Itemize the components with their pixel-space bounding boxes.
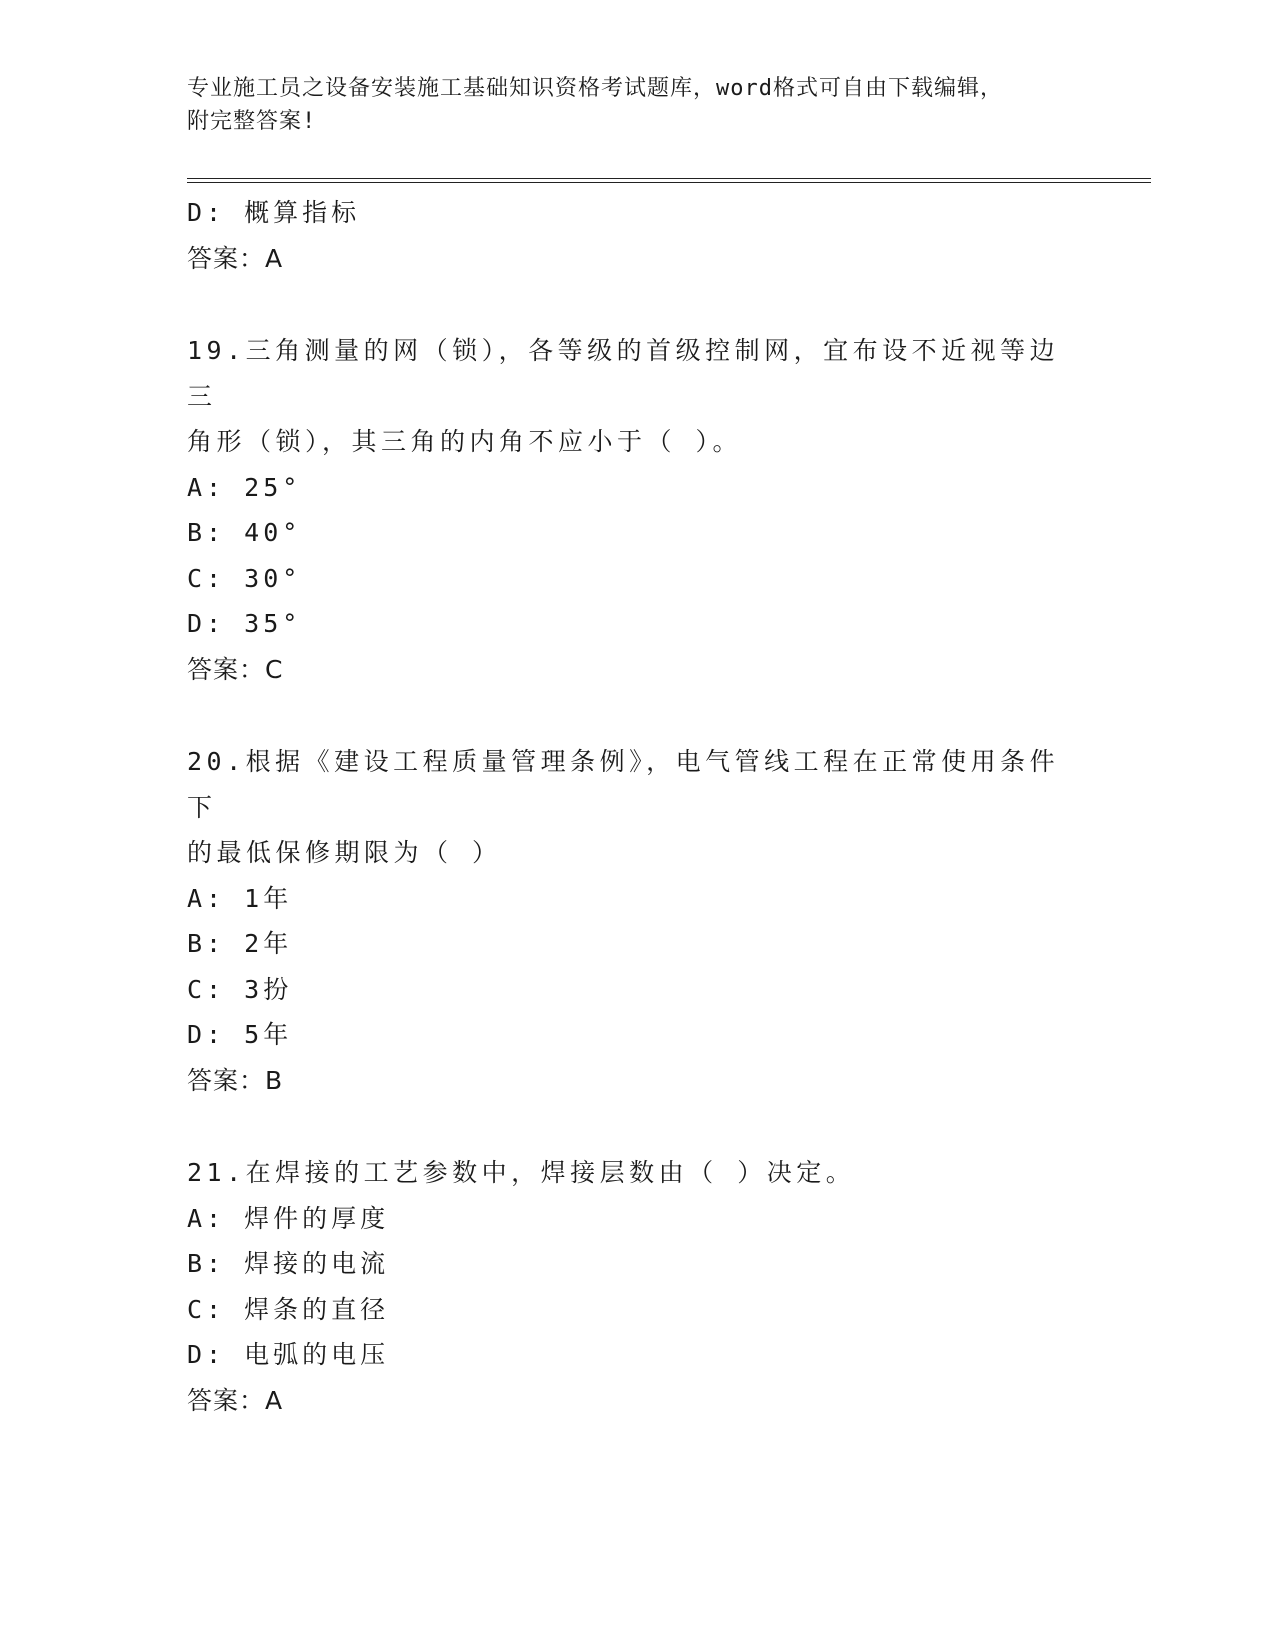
question-20-option-c: C: 3扮: [187, 974, 293, 1004]
question-19-stem-line-2: 角形（锁），其三角的内角不应小于（ ）。: [187, 427, 743, 456]
question-20-option-d: D: 5年: [187, 1020, 293, 1049]
document-body: [187, 190, 1087, 1423]
question-20-answer: 答案：B: [187, 1065, 284, 1095]
prev-option-d: D: 概算指标: [187, 198, 361, 227]
question-19: [187, 328, 1087, 692]
header-divider: [187, 178, 1151, 183]
question-21-option-d: D: 电弧的电压: [187, 1340, 390, 1369]
question-19-answer: 答案：C: [187, 654, 284, 684]
question-20-stem-line-1: 20.根据《建设工程质量管理条例》，电气管线工程在正常使用条件下: [187, 747, 1060, 822]
prev-answer: 答案：A: [187, 243, 284, 273]
question-21-option-b: B: 焊接的电流: [187, 1249, 390, 1278]
question-19-option-c: C: 30°: [187, 563, 302, 593]
question-19-option-d: D: 35°: [187, 609, 302, 638]
question-21-answer: 答案：A: [187, 1385, 284, 1415]
question-21: [187, 1150, 1087, 1423]
question-20-option-b: B: 2年: [187, 929, 293, 958]
question-19-option-b: B: 40°: [187, 518, 302, 547]
question-19-stem-line-1: 19.三角测量的网（锁），各等级的首级控制网，宜布设不近视等边三: [187, 336, 1060, 411]
question-20-stem-line-2: 的最低保修期限为（ ）: [187, 838, 502, 867]
document-header: [187, 72, 1067, 138]
spacer: [187, 692, 1087, 739]
question-20-option-a: A: 1年: [187, 883, 293, 913]
question-21-stem-line-1: 21.在焊接的工艺参数中，焊接层数由（ ）决定。: [187, 1158, 856, 1187]
spacer: [187, 281, 1087, 328]
question-20: [187, 739, 1087, 1103]
spacer: [187, 1103, 1087, 1150]
question-21-option-a: A: 焊件的厚度: [187, 1203, 390, 1233]
header-line-1: 专业施工员之设备安装施工基础知识资格考试题库，word格式可自由下载编辑，: [187, 76, 1003, 101]
question-21-option-c: C: 焊条的直径: [187, 1294, 390, 1324]
header-line-2: 附完整答案!: [187, 109, 317, 134]
question-19-option-a: A: 25°: [187, 472, 302, 502]
